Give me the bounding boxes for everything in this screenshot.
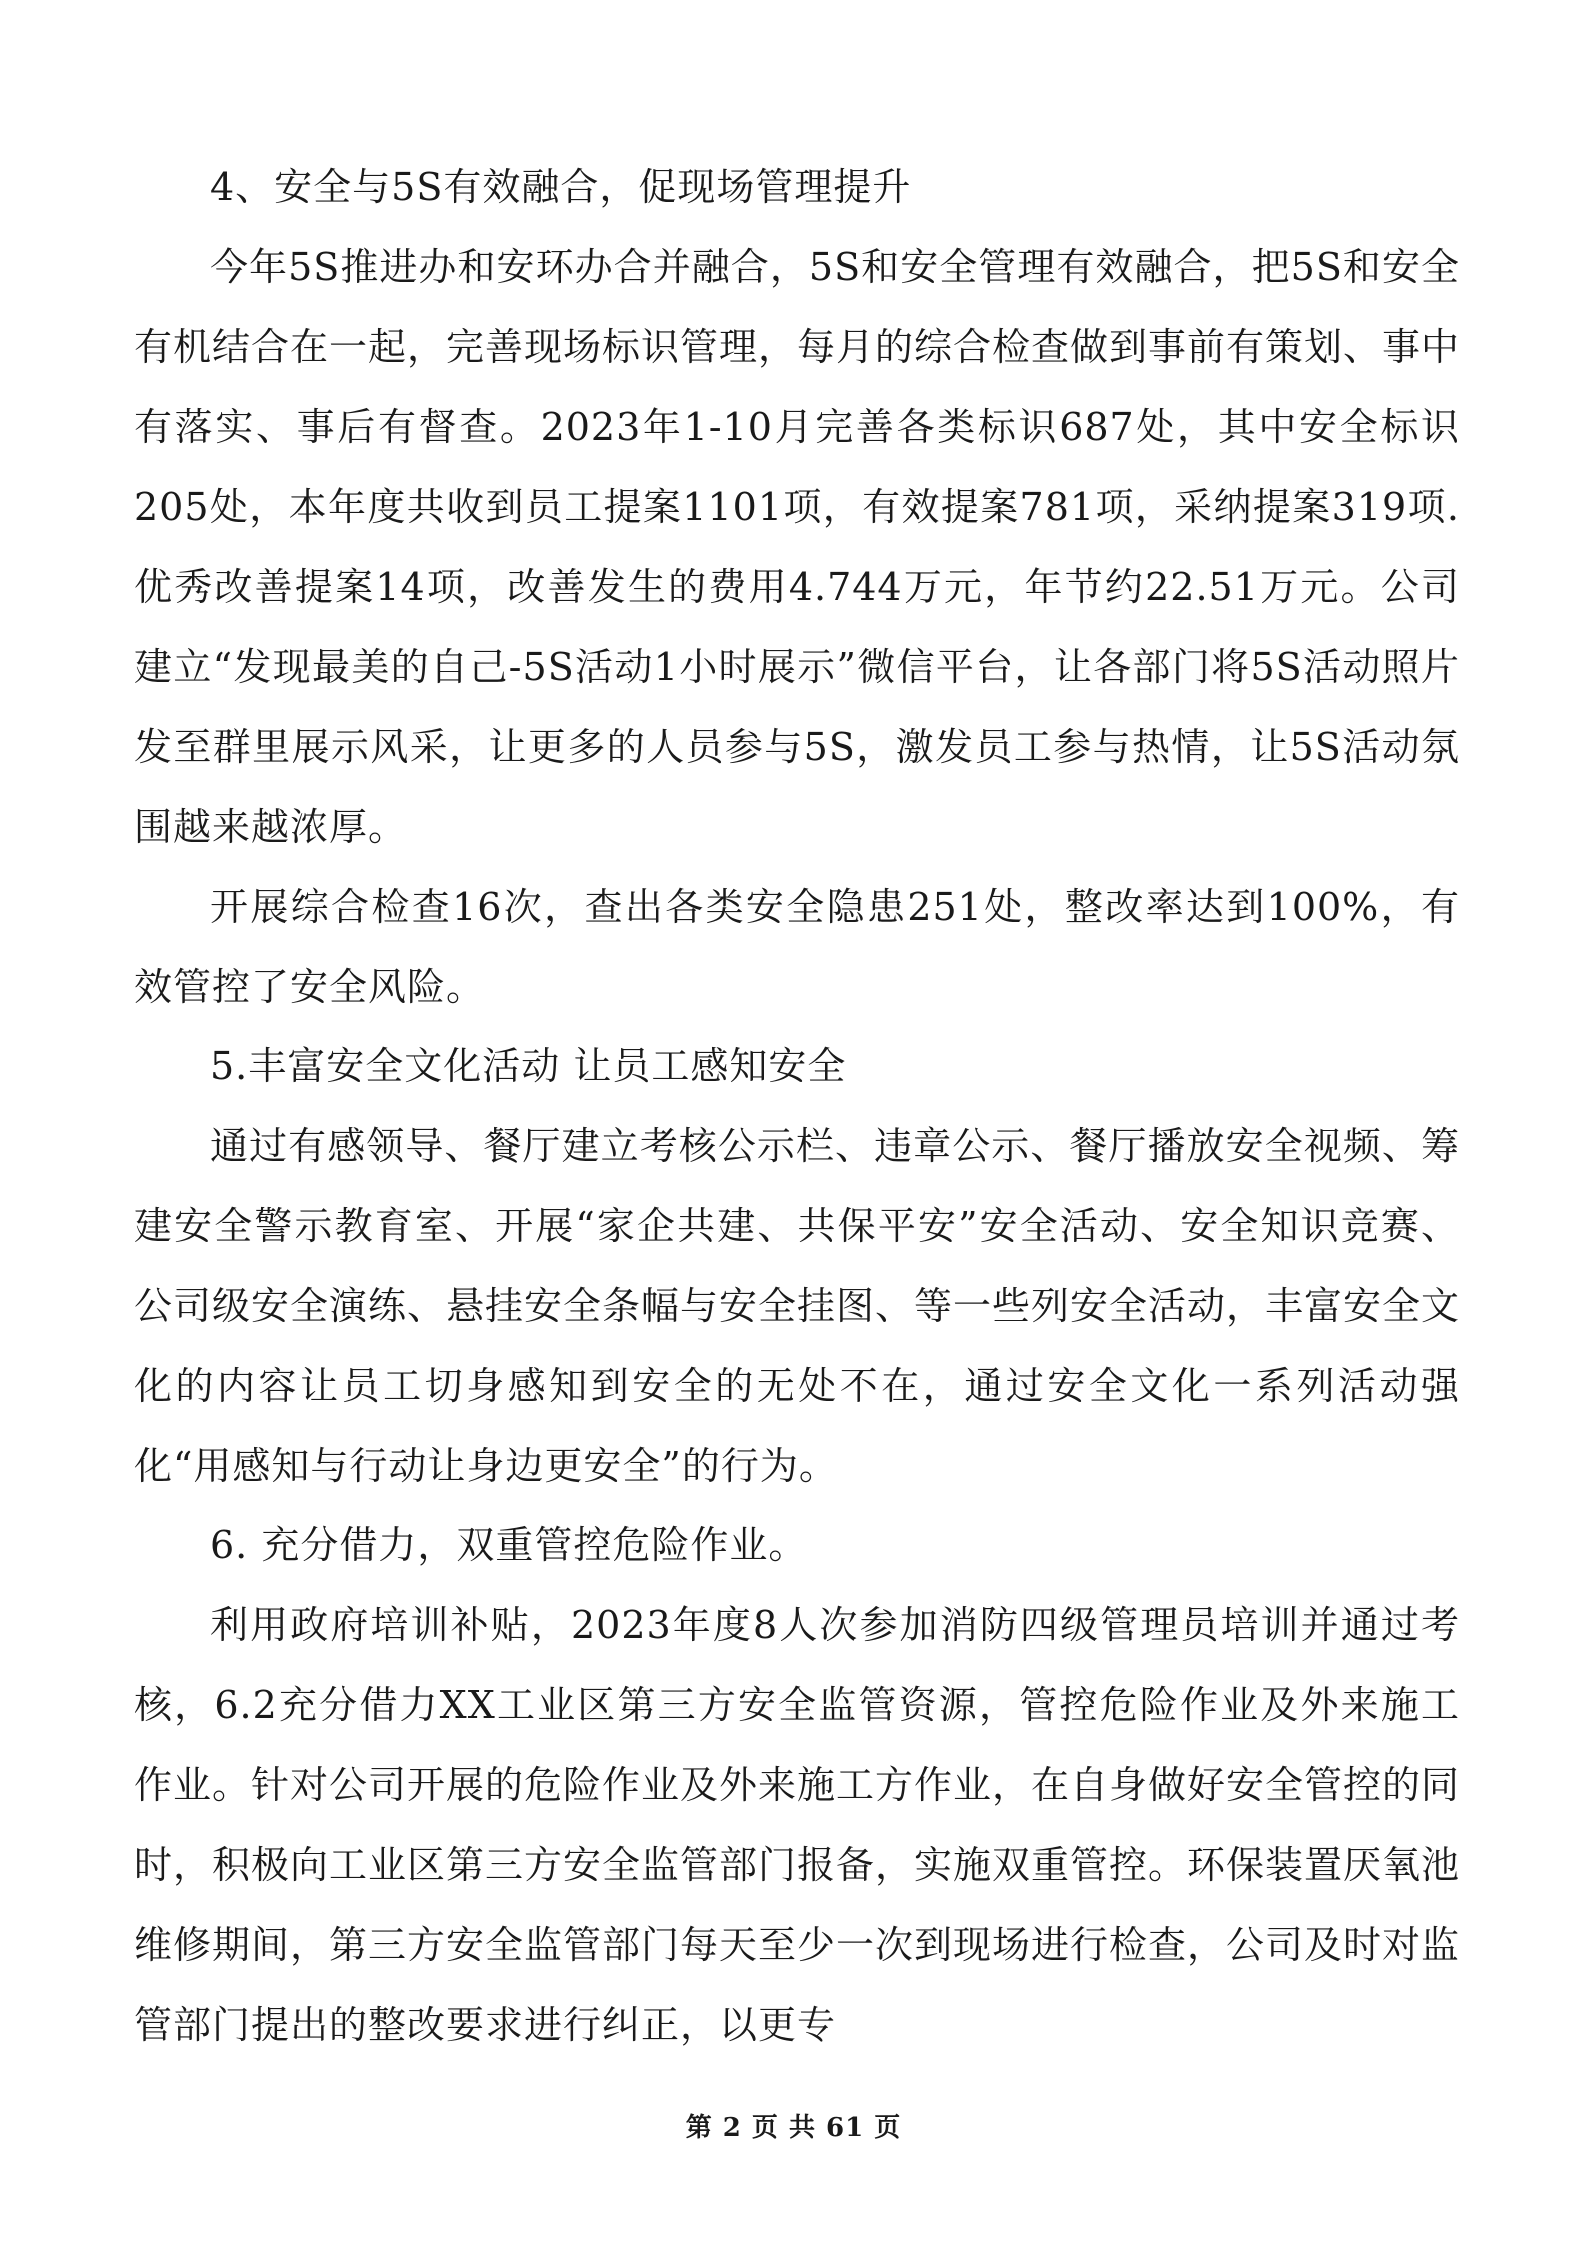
document-body	[134, 148, 1460, 2065]
section-4-paragraph-1: 今年5S推进办和安环办合并融合，5S和安全管理有效融合，把5S和安全有机结合在一起，完善现场标识管理，每月的综合检查做到事前有策划、事中有落实、事后有督查。2023年1-10月完善各类标识687处，其中安全标识205处，本年度共收到员工提案1101项，有效提案781项，采纳提案319项.优秀改善提案14项，改善发生的费用4.744万元，年节约22.51万元。公司建立“发现最美的自己-5S活动1小时展示”微信平台，让各部门将5S活动照片发至群里展示风采，让更多的人员参与5S，激发员工参与热情，让5S活动氛围越来越浓厚。	[134, 245, 1461, 849]
page-footer: 第 2 页 共 61 页	[685, 2113, 902, 2143]
section-heading-6: 6. 充分借力，双重管控危险作业。	[210, 1523, 808, 1567]
section-5-paragraph-1: 通过有感领导、餐厅建立考核公示栏、违章公示、餐厅播放安全视频、筹建安全警示教育室、开展“家企共建、共保平安”安全活动、安全知识竞赛、公司级安全演练、悬挂安全条幅与安全挂图、等一些列安全活动，丰富安全文化的内容让员工切身感知到安全的无处不在，通过安全文化一系列活动强化“用感知与行动让身边更安全”的行为。	[134, 1124, 1461, 1488]
section-6-paragraph-1: 利用政府培训补贴，2023年度8人次参加消防四级管理员培训并通过考核，6.2充分借力XX工业区第三方安全监管资源，管控危险作业及外来施工作业。针对公司开展的危险作业及外来施工方作业，在自身做好安全管控的同时，积极向工业区第三方安全监管部门报备，实施双重管控。环保装置厌氧池维修期间，第三方安全监管部门每天至少一次到现场进行检查，公司及时对监管部门提出的整改要求进行纠正，以更专	[134, 1603, 1461, 2047]
section-heading-4: 4、安全与5S有效融合，促现场管理提升	[210, 165, 912, 209]
section-4-paragraph-2: 开展综合检查16次，查出各类安全隐患251处，整改率达到100%，有效管控了安全风险。	[134, 885, 1460, 1009]
section-heading-5: 5.丰富安全文化活动 让员工感知安全	[210, 1044, 847, 1088]
